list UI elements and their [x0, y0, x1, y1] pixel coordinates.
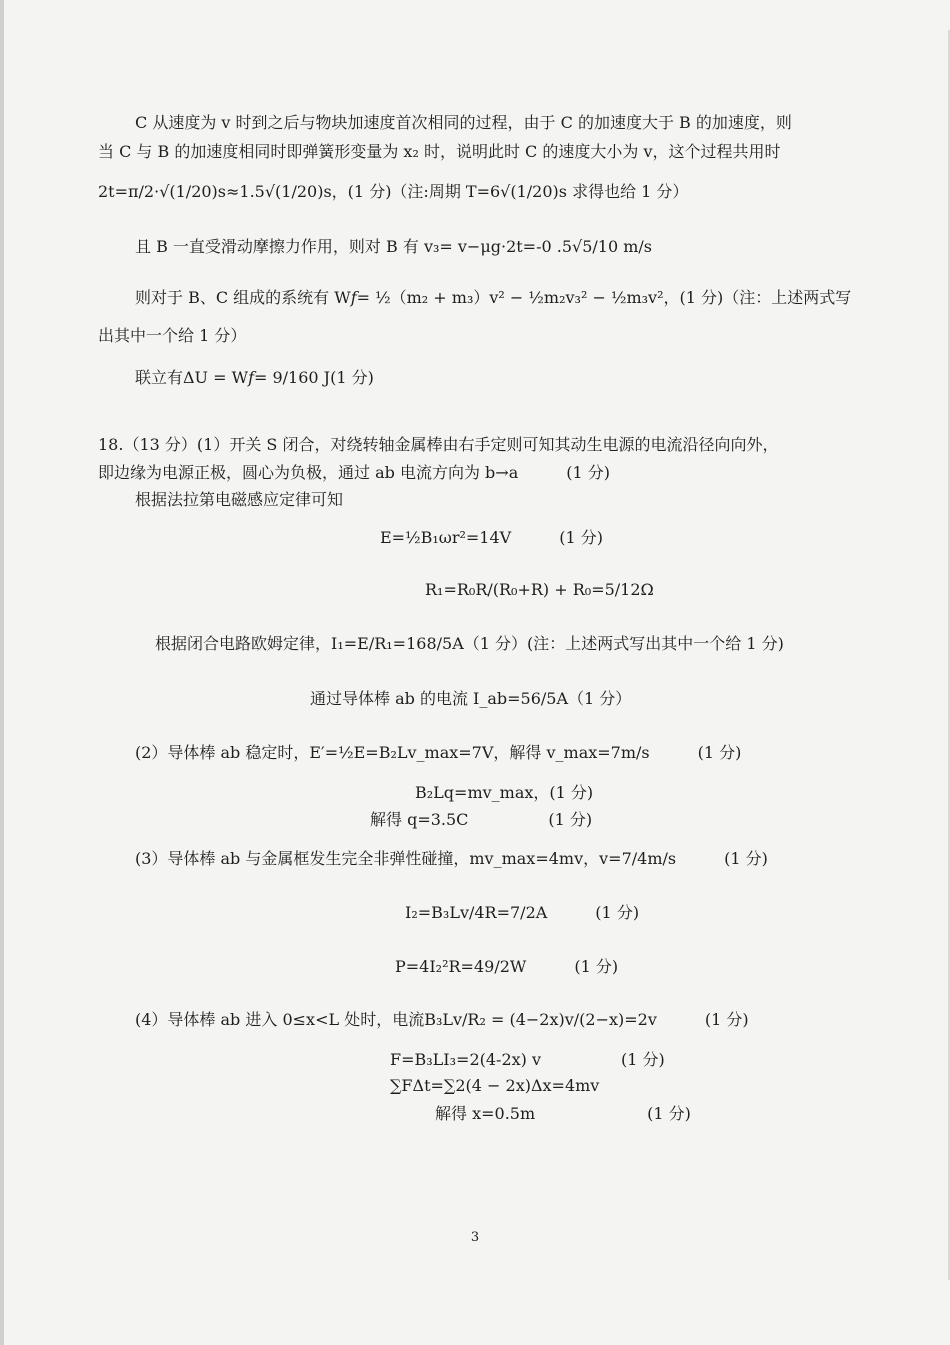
- text-line: 即边缘为电源正极，圆心为负极，通过 ab 电流方向为 b→a (1 分): [98, 463, 610, 482]
- formula-line: F=B₃LI₃=2(4-2x) v (1 分): [390, 1050, 665, 1069]
- formula-line: 根据闭合电路欧姆定律，I₁=E/R₁=168/5A（1 分）(注：上述两式写出其中一个给 1 分): [155, 634, 784, 653]
- formula-line: ∑FΔt=∑2(4 − 2x)Δx=4mv: [390, 1076, 600, 1095]
- formula-line: E=½B₁ωr²=14V (1 分): [380, 528, 603, 547]
- formula-line: 则对于 B、C 组成的系统有 W𝑓= ½（m₂ + m₃）v² − ½m₂v₃² − ½m₃v²，(1 分)（注：上述两式写: [135, 288, 852, 307]
- formula-line: (2）导体棒 ab 稳定时，E′=½E=B₂Lv_max=7V，解得 v_max=7m/s (1 分): [135, 743, 742, 762]
- page-left-edge: [0, 0, 4, 1345]
- text-line: 出其中一个给 1 分）: [98, 326, 247, 345]
- text-line: 当 C 与 B 的加速度相同时即弹簧形变量为 x₂ 时，说明此时 C 的速度大小为 v，这个过程共用时: [98, 142, 781, 161]
- formula-line: 且 B 一直受滑动摩擦力作用，则对 B 有 v₃= v−μg·2t=-0 .5√5/10 m/s: [135, 237, 653, 256]
- formula-line: R₁=R₀R/(R₀+R) + R₀=5/12Ω: [425, 580, 654, 599]
- formula-line: B₂Lq=mv_max，(1 分): [415, 783, 594, 802]
- text-line: C 从速度为 v 时到之后与物块加速度首次相同的过程，由于 C 的加速度大于 B 的加速度，则: [135, 113, 792, 132]
- formula-line: (4）导体棒 ab 进入 0≤x<L 处时，电流B₃Lv/R₂ = (4−2x)v/(2−x)=2v (1 分): [135, 1010, 749, 1029]
- formula-line: (3）导体棒 ab 与金属框发生完全非弹性碰撞，mv_max=4mv，v=7/4m/s (1 分): [135, 849, 768, 868]
- formula-line: 2t=π/2·√(1/20)s≈1.5√(1/20)s，(1 分)（注:周期 T=6√(1/20)s 求得也给 1 分）: [98, 182, 689, 201]
- page-number: 3: [470, 1230, 480, 1245]
- question-heading: 18.（13 分）(1）开关 S 闭合，对绕转轴金属棒由右手定则可知其动生电源的电流沿径向向外，: [98, 435, 779, 454]
- formula-line: 通过导体棒 ab 的电流 I_ab=56/5A（1 分）: [310, 689, 632, 708]
- formula-line: P=4I₂²R=49/2W (1 分): [395, 957, 619, 976]
- formula-line: I₂=B₃Lv/4R=7/2A (1 分): [405, 903, 640, 922]
- formula-line: 联立有ΔU = W𝑓= 9/160 J(1 分): [135, 368, 374, 387]
- formula-line: 解得 q=3.5C (1 分): [370, 810, 593, 829]
- text-line: 根据法拉第电磁感应定律可知: [135, 490, 344, 509]
- formula-line: 解得 x=0.5m (1 分): [435, 1104, 691, 1123]
